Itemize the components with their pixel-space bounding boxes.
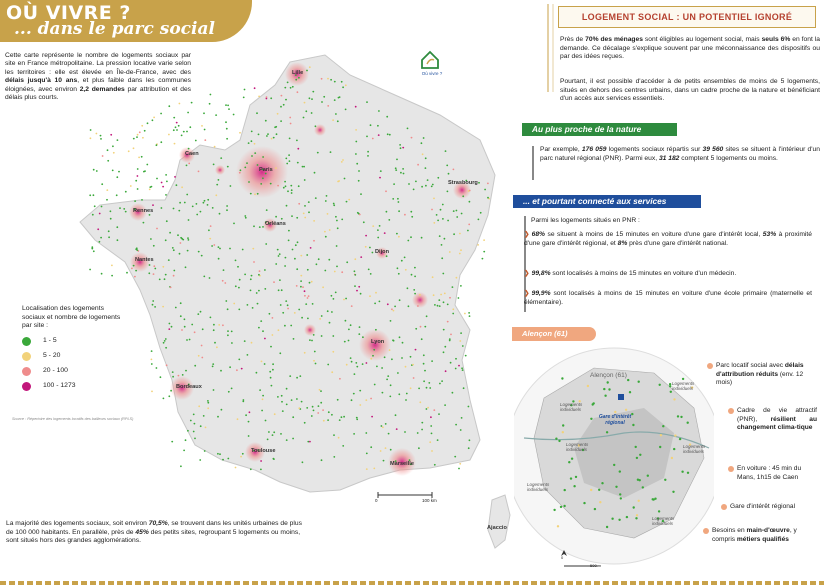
housing-site-dot <box>659 446 661 448</box>
housing-site-dot <box>652 498 654 500</box>
housing-site-dot <box>608 388 610 390</box>
housing-site-dot <box>687 422 689 424</box>
housing-site-dot <box>564 489 566 491</box>
city-marseille: Marseille <box>390 461 414 467</box>
housing-site-dot <box>647 475 649 477</box>
housing-site-dot <box>604 395 606 397</box>
housing-site-dot <box>637 479 639 481</box>
city-toulouse: Toulouse <box>251 448 276 454</box>
label-li: Logements individuels <box>683 444 706 454</box>
housing-site-dot <box>603 388 605 390</box>
label-li: Logements individuels <box>560 402 583 412</box>
housing-site-dot <box>673 398 675 400</box>
bullet-doctor: ❯ 99,8% sont localisés à moins de 15 minutes en voiture d'un médecin. <box>524 270 737 277</box>
housing-site-dot <box>636 457 638 459</box>
housing-site-dot <box>606 526 608 528</box>
housing-site-dot <box>638 500 640 502</box>
scale-end: 100 km <box>422 498 437 503</box>
bullet-school: ❯ 99,9% sont localisés à moins de 15 minutes en voiture d'une école primaire (maternelle et élémentaire). <box>524 290 812 306</box>
train-station-icon <box>618 394 624 400</box>
section-bar <box>532 146 534 180</box>
housing-site-dot <box>672 491 674 493</box>
housing-site-dot <box>636 514 638 516</box>
alencon-scale-end: 500 m <box>590 563 602 568</box>
label-li: Logements individuels <box>672 381 695 391</box>
city-lyon: Lyon <box>371 339 385 345</box>
housing-site-dot <box>660 434 662 436</box>
housing-site-dot <box>562 424 564 426</box>
housing-site-dot <box>625 409 627 411</box>
housing-site-dot <box>682 378 684 380</box>
gare-label: Gare d'intérêt régional <box>598 414 632 426</box>
annotation-cadre: Cadre de vie attractif (PNR), résilient au changement clima-tique <box>737 407 817 433</box>
housing-site-dot <box>633 506 635 508</box>
city-dijon: Dijon <box>375 249 389 255</box>
housing-site-dot <box>674 434 676 436</box>
label-li: Logements individuels <box>527 482 550 492</box>
housing-site-dot <box>590 489 592 491</box>
nature-text: Par exemple, 176 059 logements sociaux répartis sur 39 560 sites se situent à l'intérieur d'un parc naturel régional (PNR). Parmi eux, 31 182 comptent 5 logements ou moins. <box>540 146 820 162</box>
legend-item: 20 - 100 <box>22 367 122 376</box>
housing-site-dot <box>587 385 589 387</box>
housing-site-dot <box>658 510 660 512</box>
intro-text: Cette carte représente le nombre de logements sociaux par site en France métropolitaine. La pression locative varie selon les territoires : elle est élevée en Île-de-France, avec des délais jusqu'à 10 ans, et plus faible dans les communes éloignées, avec environ 2,2 demandes par attribution et des délais plus courts. <box>5 52 192 102</box>
right-title: LOGEMENT SOCIAL : UN POTENTIEL IGNORÉ <box>558 6 816 28</box>
housing-site-dot <box>568 461 570 463</box>
housing-site-dot <box>558 440 560 442</box>
city-bordeaux: Bordeaux <box>176 384 202 390</box>
housing-site-dot <box>639 454 641 456</box>
housing-site-dot <box>620 497 622 499</box>
housing-site-dot <box>599 501 601 503</box>
housing-site-dot <box>642 486 644 488</box>
legend-item: 100 - 1273 <box>22 382 122 391</box>
housing-site-dot <box>671 457 673 459</box>
annotation-besoins: Besoins en main-d'œuvre, y compris métiers qualifiés <box>712 527 816 544</box>
annotation-gare: Gare d'intérêt régional <box>730 503 820 512</box>
right-para-2: Pourtant, il est possible d'accéder à de petits ensembles de moins de 5 logements, situés en dehors des centres urbains, dans un cadre proche de la nature et bénéficiant d'un accès aux services essentiels. <box>560 78 820 103</box>
housing-site-dot <box>614 411 616 413</box>
alencon-map-title: Alençon (61) <box>590 372 627 379</box>
housing-site-dot <box>611 518 613 520</box>
city-rennes: Rennes <box>133 208 154 214</box>
housing-site-dot <box>601 482 603 484</box>
city-ajaccio: Ajaccio <box>487 525 507 531</box>
scale-zero: 0 <box>375 498 378 503</box>
housing-site-dot <box>570 477 572 479</box>
annotation-parc: Parc locatif social avec délais d'attribution réduits (env. 12 mois) <box>716 362 816 388</box>
legend-item: 5 - 20 <box>22 352 122 361</box>
housing-site-dot <box>618 519 620 521</box>
city-caen: Caen <box>185 151 199 157</box>
section-nature: Au plus proche de la nature <box>522 123 677 136</box>
housing-site-dot <box>563 505 565 507</box>
housing-site-dot <box>681 471 683 473</box>
housing-site-dot <box>664 479 666 481</box>
housing-site-dot <box>687 472 689 474</box>
housing-site-dot <box>680 416 682 418</box>
label-li: Logements individuels <box>652 516 675 526</box>
housing-site-dot <box>629 391 631 393</box>
main-title: OÙ VIVRE ? <box>6 2 131 24</box>
housing-site-dot <box>673 448 675 450</box>
housing-site-dot <box>560 506 562 508</box>
housing-site-dot <box>594 508 596 510</box>
city-nantes: Nantes <box>135 257 154 263</box>
bullet-train: ❯ 68% se situent à moins de 15 minutes en voiture d'une gare d'intérêt local, 53% à proximité d'une gare d'intérêt régional, et 8% près d'une gare d'intérêt national. <box>524 231 812 247</box>
housing-site-dot <box>627 379 629 381</box>
housing-site-dot <box>598 489 600 491</box>
right-para-1: Près de 70% des ménages sont éligibles au logement social, mais seuls 6% en font la demande. Ce décalage s'explique souvent par une méconnaissance des dispositifs ou par des idées reçues. <box>560 36 820 61</box>
section-services: ... et pourtant connecté aux services <box>513 195 701 208</box>
services-intro: Parmi les logements situés en PNR : <box>531 217 640 224</box>
housing-site-dot <box>669 383 671 385</box>
logo-text: Où vivre ? <box>421 71 443 76</box>
housing-site-dot <box>659 384 661 386</box>
housing-site-dot <box>635 446 637 448</box>
housing-site-dot <box>583 502 585 504</box>
legend-title: Localisation des logements sociaux et nombre de logements par site : <box>22 305 121 330</box>
city-orleans: Orléans <box>265 221 286 227</box>
housing-site-dot <box>571 458 573 460</box>
city-paris: Paris <box>259 167 273 173</box>
housing-site-dot <box>607 381 609 383</box>
housing-site-dot <box>573 485 575 487</box>
label-li: Logements individuels <box>566 442 589 452</box>
legend-item: 1 - 5 <box>22 337 122 346</box>
housing-site-dot <box>626 516 628 518</box>
alencon-title: Alençon (61) <box>512 327 596 341</box>
city-strasbourg: Strasbourg <box>448 180 478 186</box>
housing-site-dot <box>677 415 679 417</box>
city-lille: Lille <box>292 70 304 76</box>
housing-site-dot <box>635 517 637 519</box>
alencon-scale-zero: 0 <box>561 555 564 560</box>
bottom-text: La majorité des logements sociaux, soit environ 70,5%, se trouvent dans les unités urbaines de plus de 100 000 habitants. En parallèle, près de 45% des petits sites, regroupant 5 logements ou moins, sont situés hors des grandes agglomérations. <box>6 520 302 545</box>
map-source: Source : Répertoire des logements locatifs des bailleurs sociaux (RPLS) <box>12 417 134 421</box>
subtitle: ... dans le parc social <box>14 19 215 39</box>
housing-site-dot <box>679 438 681 440</box>
housing-site-dot <box>553 509 555 511</box>
housing-site-dot <box>606 431 608 433</box>
housing-site-dot <box>613 464 615 466</box>
housing-site-dot <box>662 425 664 427</box>
housing-site-dot <box>615 486 617 488</box>
housing-site-dot <box>619 470 621 472</box>
housing-site-dot <box>638 381 640 383</box>
annotation-transport: En voiture : 45 min du Mans, 1h15 de Caen <box>737 465 819 482</box>
housing-site-dot <box>561 377 563 379</box>
bottom-strip <box>0 581 824 585</box>
housing-site-dot <box>555 438 557 440</box>
housing-site-dot <box>557 525 559 527</box>
housing-site-dot <box>619 493 621 495</box>
housing-site-dot <box>575 476 577 478</box>
housing-site-dot <box>562 431 564 433</box>
